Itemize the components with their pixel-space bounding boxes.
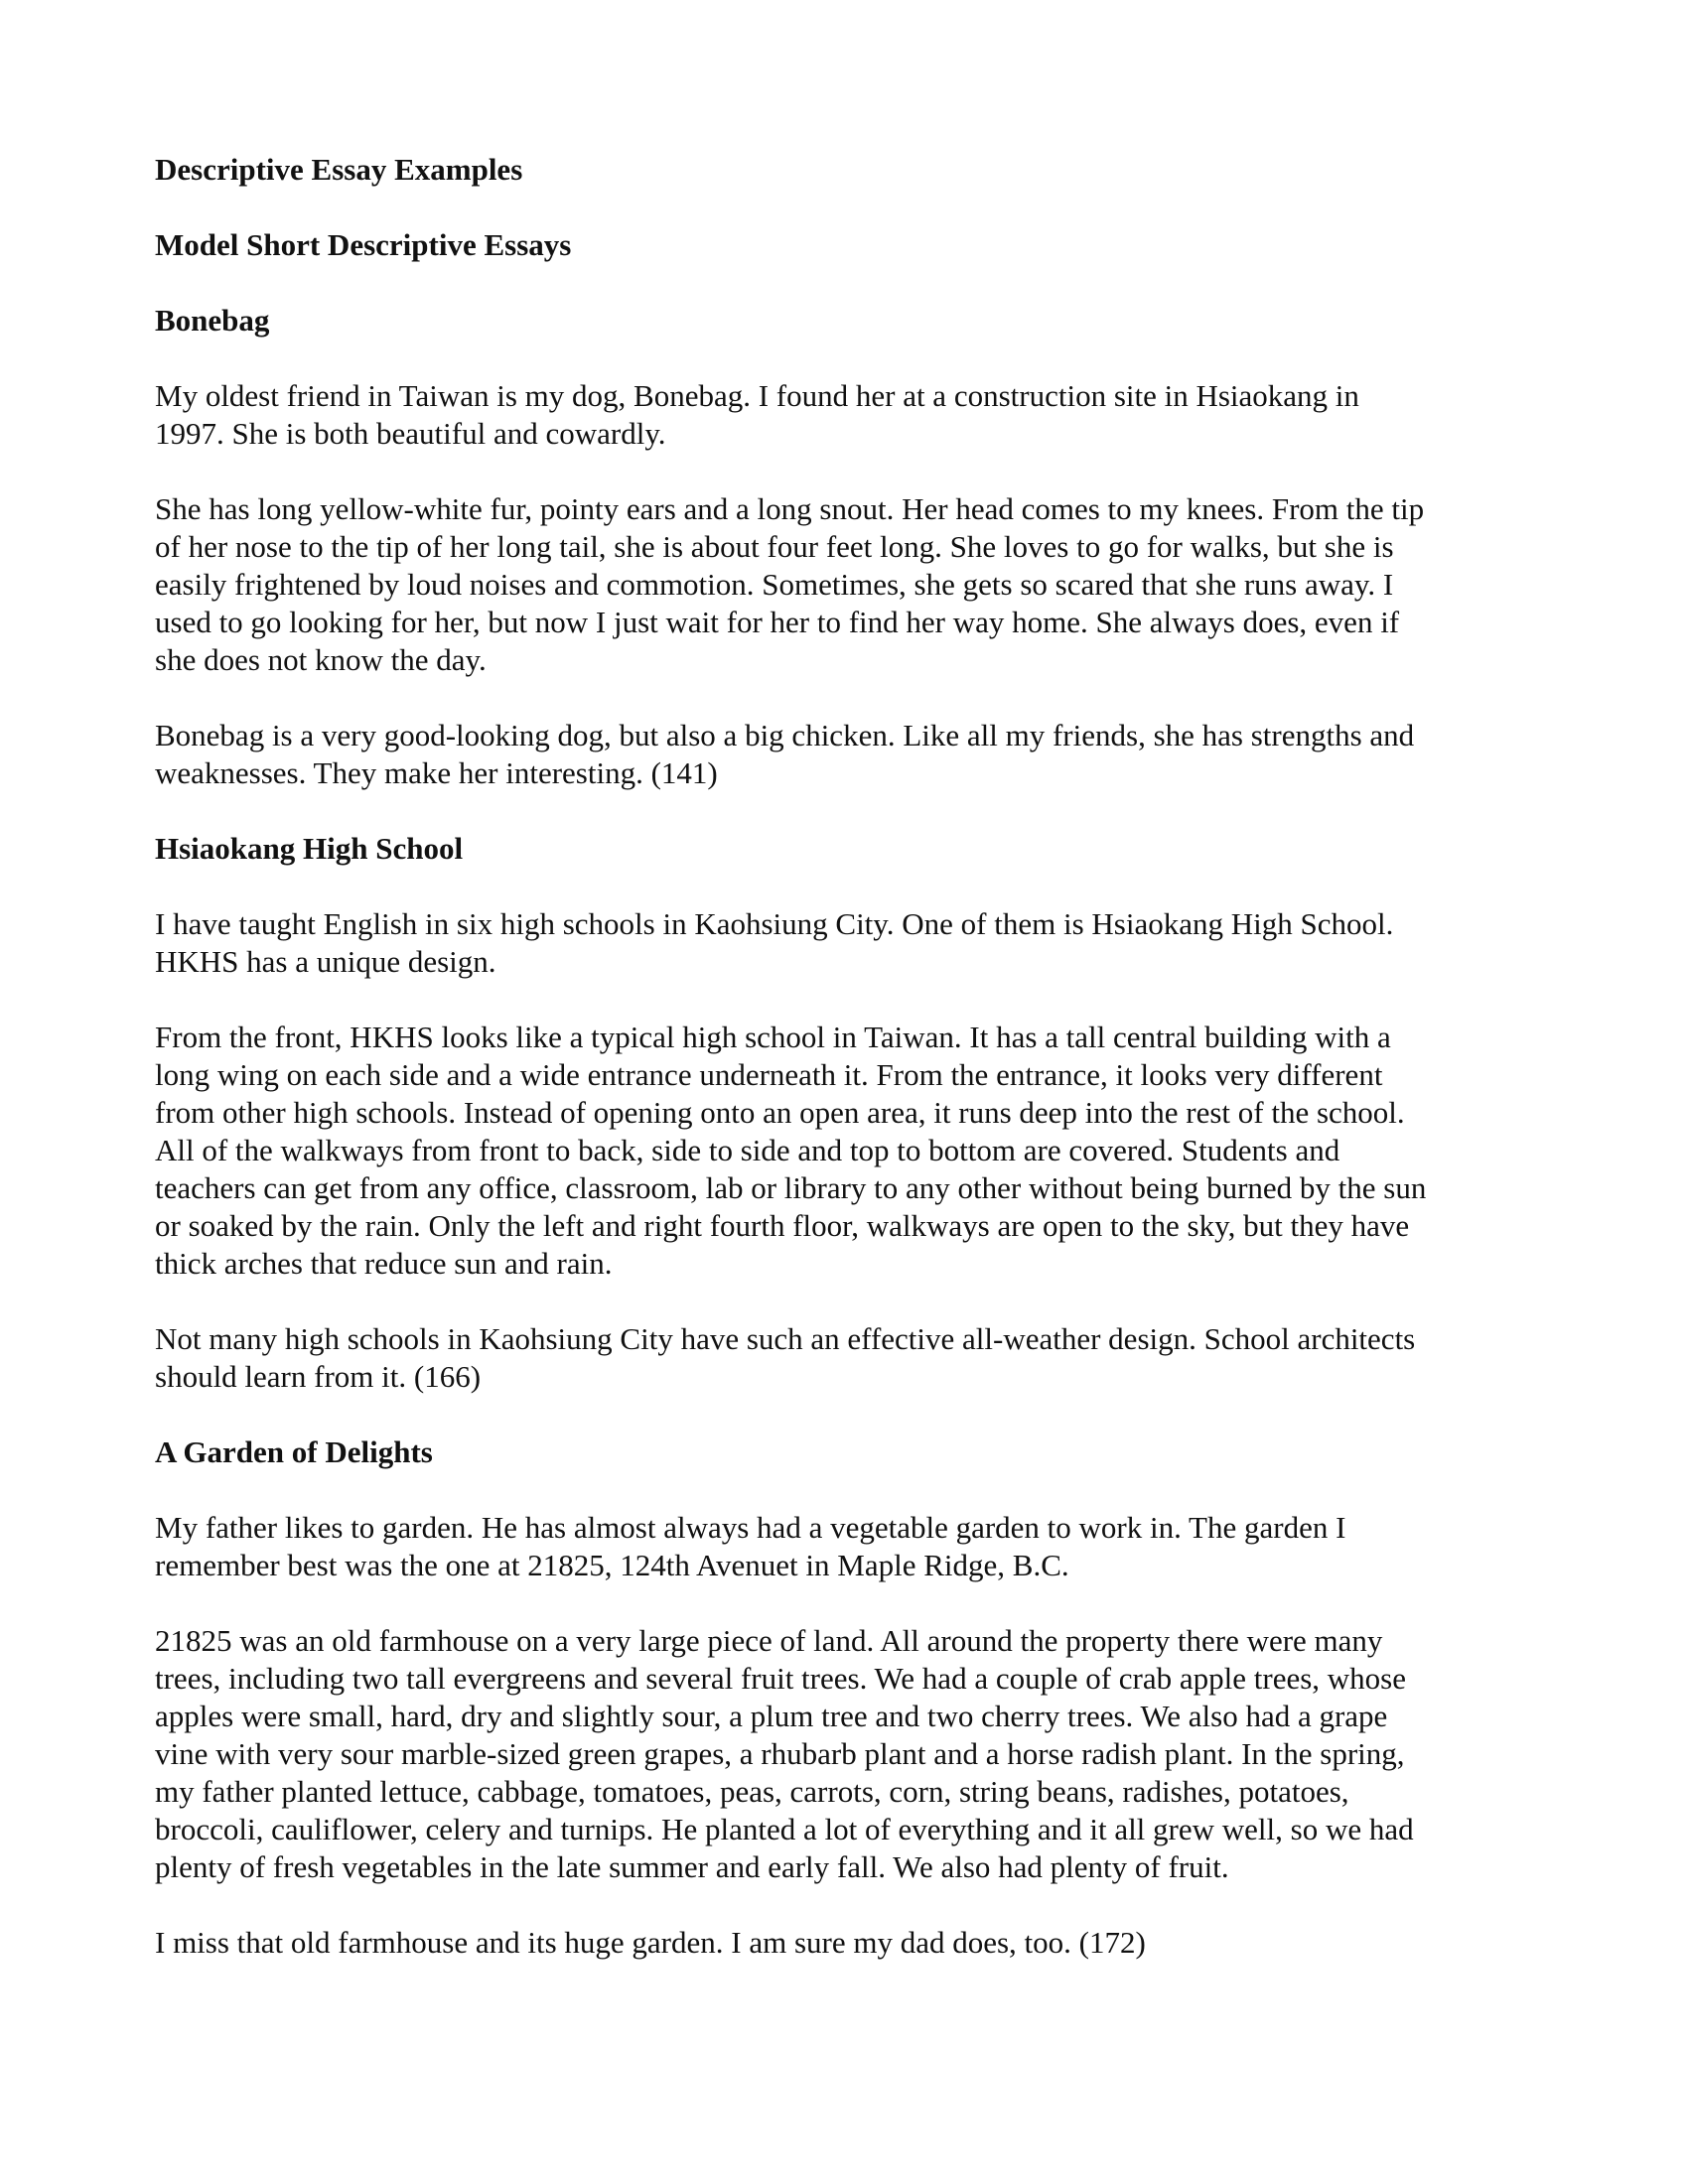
document-subtitle: Model Short Descriptive Essays (155, 227, 572, 262)
essay-hsiaokang-high-school (155, 830, 1545, 1396)
essay-paragraph: I have taught English in six high schools in Kaohsiung City. One of them is Hsiaokang High School. HKHS has a unique design. (155, 906, 1394, 979)
essay-paragraph: I miss that old farmhouse and its huge garden. I am sure my dad does, too. (172) (155, 1925, 1146, 1960)
document-title: Descriptive Essay Examples (155, 152, 523, 187)
document-page (155, 151, 1545, 1999)
essay-bonebag (155, 302, 1545, 792)
essay-paragraph: From the front, HKHS looks like a typical high school in Taiwan. It has a tall central building with a long wing on each side and a wide entrance underneath it. From the entrance, it looks very different from other high schools. Instead of opening onto an open area, it runs deep into the rest of the school. All of the walkways from front to back, side to side and top to bottom are covered. Students and teachers can get from any office, classroom, lab or library to any other without being burned by the sun or soaked by the rain. Only the left and right fourth floor, walkways are open to the sky, but they have thick arches that reduce sun and rain. (155, 1020, 1427, 1281)
essay-paragraph: My oldest friend in Taiwan is my dog, Bonebag. I found her at a construction site in Hsiaokang in 1997. She is both beautiful and cowardly. (155, 378, 1359, 451)
essay-paragraph: My father likes to garden. He has almost always had a vegetable garden to work in. The garden I remember best was the one at 21825, 124th Avenuet in Maple Ridge, B.C. (155, 1510, 1346, 1582)
essay-paragraph: Bonebag is a very good-looking dog, but also a big chicken. Like all my friends, she has strengths and weaknesses. They make her interesting. (141) (155, 718, 1415, 790)
essay-paragraph: She has long yellow-white fur, pointy ears and a long snout. Her head comes to my knees. From the tip of her nose to the tip of her long tail, she is about four feet long. She loves to go for walks, but she is easily frightened by loud noises and commotion. Sometimes, she gets so scared that she runs away. I used to go looking for her, but now I just wait for her to find her way home. She always does, even if she does not know the day. (155, 491, 1425, 677)
essay-heading: Hsiaokang High School (155, 831, 464, 866)
essay-paragraph: Not many high schools in Kaohsiung City have such an effective all-weather design. School architects should learn from it. (166) (155, 1321, 1416, 1394)
essay-garden-of-delights (155, 1433, 1545, 1962)
essay-paragraph: 21825 was an old farmhouse on a very large piece of land. All around the property there were many trees, including two tall evergreens and several fruit trees. We had a couple of crab apple trees, whose apples were small, hard, dry and slightly sour, a plum tree and two cherry trees. We also had a grape vine with very sour marble-sized green grapes, a rhubarb plant and a horse radish plant. In the spring, my father planted lettuce, cabbage, tomatoes, peas, carrots, corn, string beans, radishes, potatoes, broccoli, cauliflower, celery and turnips. He planted a lot of everything and it all grew well, so we had plenty of fresh vegetables in the late summer and early fall. We also had plenty of fruit. (155, 1623, 1414, 1884)
essay-heading: A Garden of Delights (155, 1434, 433, 1469)
essay-heading: Bonebag (155, 303, 270, 338)
